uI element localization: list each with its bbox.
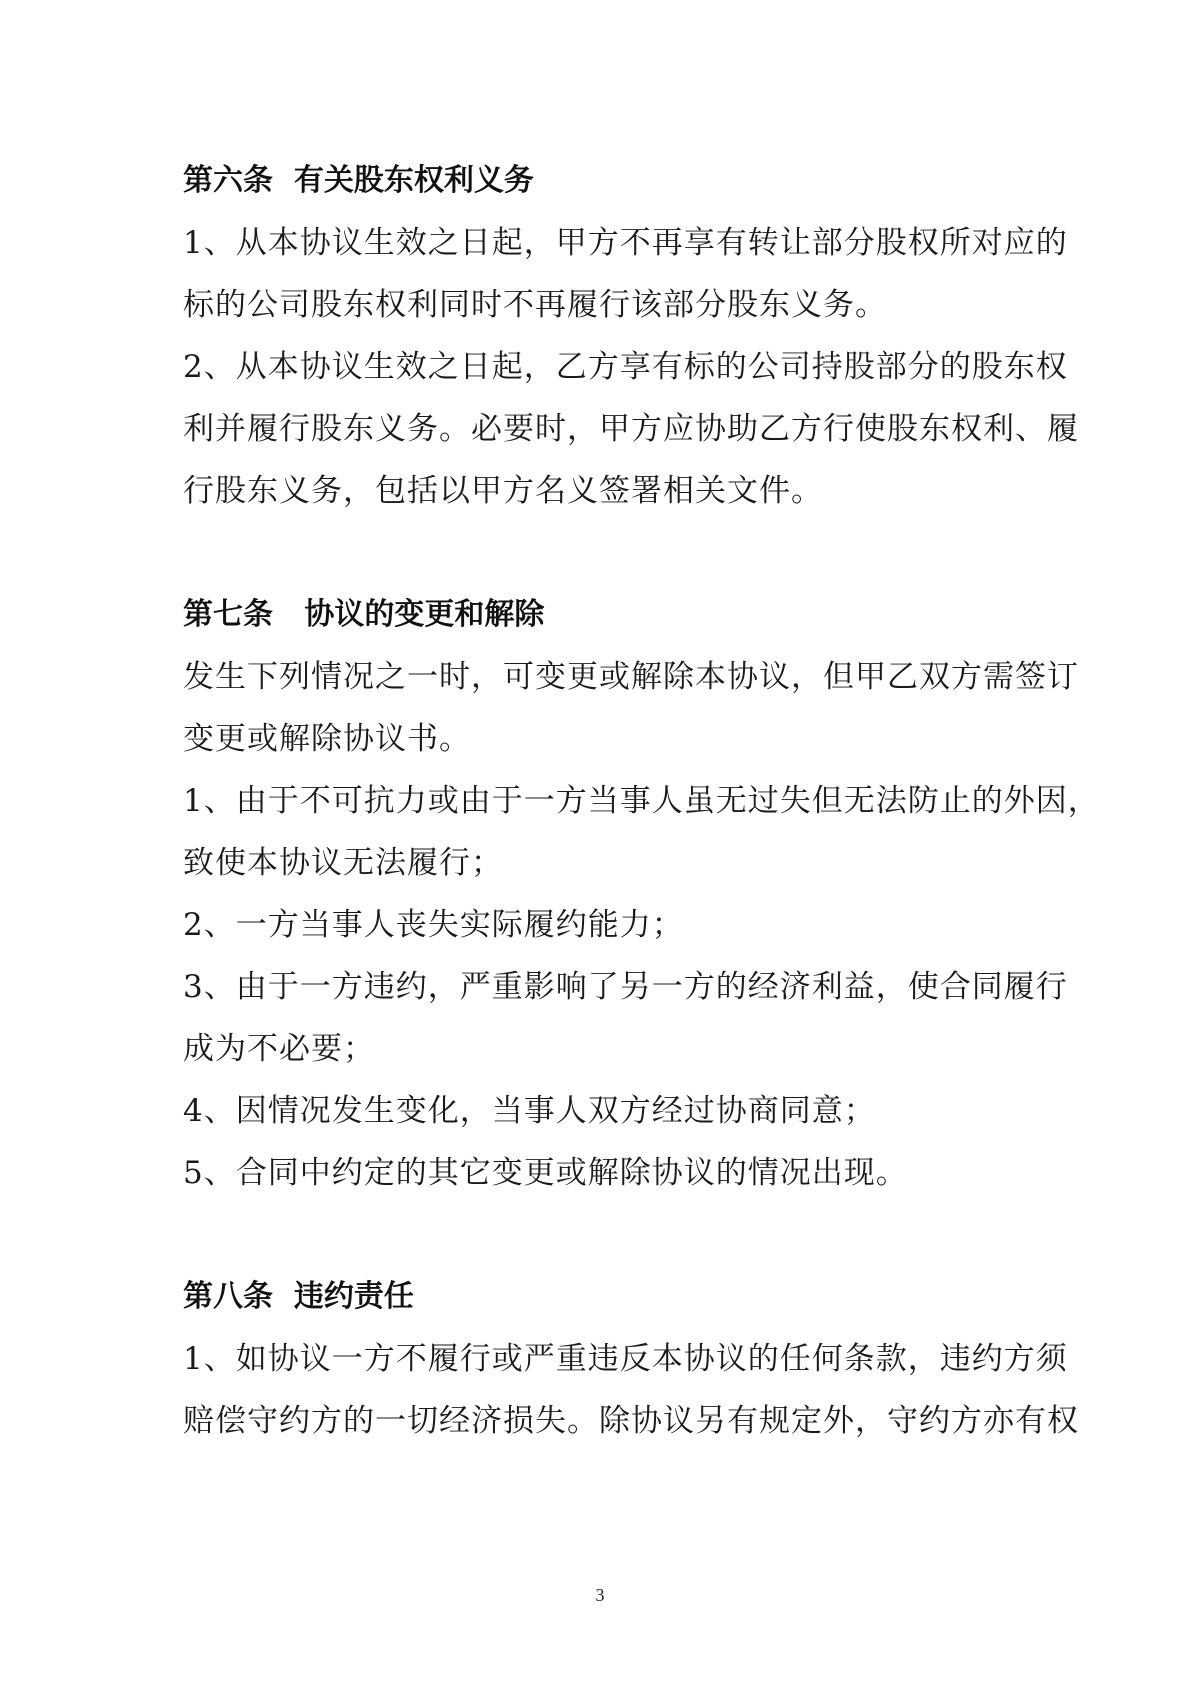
- article-7-line: 3、由于一方违约，严重影响了另一方的经济利益，使合同履行: [183, 969, 1068, 1005]
- document-body: [183, 150, 1100, 1452]
- article-7-line: 5、合同中约定的其它变更或解除协议的情况出现。: [183, 1155, 908, 1191]
- section-gap: [183, 1204, 1033, 1266]
- article-8-heading: 第八条 违约责任: [183, 1279, 414, 1314]
- article-7-line: 变更或解除协议书。: [183, 721, 471, 757]
- article-6-line: 1、从本协议生效之日起，甲方不再享有转让部分股权所对应的: [183, 225, 1068, 261]
- article-7-line: 4、因情况发生变化，当事人双方经过协商同意；: [183, 1093, 876, 1129]
- article-8-line: 1、如协议一方不履行或严重违反本协议的任何条款，违约方须: [183, 1341, 1068, 1377]
- article-7-line: 发生下列情况之一时，可变更或解除本协议，但甲乙双方需签订: [183, 659, 1079, 695]
- article-7-line: 致使本协议无法履行；: [183, 845, 503, 881]
- article-6-line: 利并履行股东义务。必要时，甲方应协助乙方行使股东权利、履: [183, 411, 1079, 447]
- article-6-line: 2、从本协议生效之日起，乙方享有标的公司持股部分的股东权: [183, 349, 1068, 385]
- section-gap: [183, 522, 1033, 584]
- article-7-heading: 第七条 协议的变更和解除: [183, 597, 545, 632]
- page-number: 3: [595, 1585, 605, 1605]
- article-7-line: 1、由于不可抗力或由于一方当事人虽无过失但无法防止的外因，: [183, 783, 1100, 819]
- article-6-line: 标的公司股东权利同时不再履行该部分股东义务。: [183, 287, 887, 323]
- article-6-heading: 第六条 有关股东权利义务: [183, 163, 534, 198]
- article-6-line: 行股东义务，包括以甲方名义签署相关文件。: [183, 473, 823, 509]
- article-8-line: 赔偿守约方的一切经济损失。除协议另有规定外，守约方亦有权: [183, 1403, 1079, 1439]
- article-7-line: 2、一方当事人丧失实际履约能力；: [183, 907, 684, 943]
- article-7-line: 成为不必要；: [183, 1031, 375, 1067]
